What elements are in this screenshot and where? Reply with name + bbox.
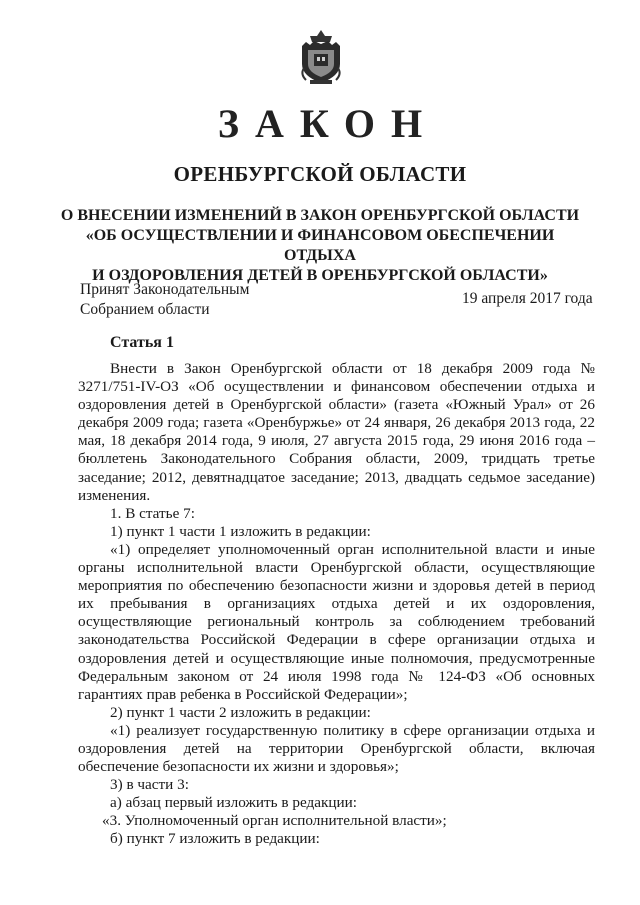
paragraph: 3) в части 3: [110, 776, 189, 794]
article-heading: Статья 1 [110, 334, 174, 351]
article-body [78, 360, 595, 849]
coat-of-arms-icon [296, 28, 346, 86]
region-title: ОРЕНБУРГСКОЙ ОБЛАСТИ [173, 162, 467, 186]
law-subtitle [60, 206, 580, 286]
adoption-line: Собранием области [80, 301, 210, 318]
adoption-info [80, 280, 249, 320]
paragraph: а) абзац первый изложить в редакции: [110, 794, 357, 812]
adoption-date: 19 апреля 2017 года [462, 290, 593, 307]
subtitle-line: «ОБ ОСУЩЕСТВЛЕНИИ И ФИНАНСОВОМ ОБЕСПЕЧЕНИИ ОТДЫХА [85, 227, 555, 264]
law-title: ЗАКОН [217, 101, 439, 146]
paragraph: «1) реализует государственную политику в сфере организации отдыха и оздоровления детей на территории Оренбургской области, включая обеспечение безопасности их жизни и здоровья»; [78, 721, 595, 776]
paragraph: 2) пункт 1 части 2 изложить в редакции: [110, 703, 371, 721]
paragraph: 1. В статье 7: [110, 504, 195, 522]
subtitle-line: О ВНЕСЕНИИ ИЗМЕНЕНИЙ В ЗАКОН ОРЕНБУРГСКОЙ ОБЛАСТИ [60, 207, 580, 224]
subtitle-line: И ОЗДОРОВЛЕНИЯ ДЕТЕЙ В ОРЕНБУРГСКОЙ ОБЛАСТИ» [92, 267, 548, 284]
adoption-line: Принят Законодательным [80, 281, 250, 298]
paragraph: б) пункт 7 изложить в редакции: [110, 830, 320, 848]
paragraph: «3. Уполномоченный орган исполнительной власти»; [102, 812, 447, 830]
paragraph: 1) пункт 1 части 1 изложить в редакции: [110, 522, 371, 540]
paragraph: «1) определяет уполномоченный орган исполнительной власти и иные органы исполнительной власти Оренбургской области, осуществляющие мероприятия по обеспечению безопасности жизни и здоровья детей в период их пребывания в организациях отдыха детей и их оздоровления, осуществляющие региональный контроль за соблюдением требований законодательства Российской Федерации в сфере организации отдыха и оздоровления детей и осуществляющие иные полномочия, предусмотренные Федеральным законом от 24 июля 1998 года № 124-ФЗ «Об основных гарантиях прав ребенка в Российской Федерации»; [78, 540, 595, 703]
paragraph: Внести в Закон Оренбургской области от 18 декабря 2009 года № 3271/751-IV-ОЗ «Об осуществлении и финансовом обеспечении отдыха и оздоровления детей в Оренбургской области» (газета «Южный Урал» от 26 декабря 2009 года; газета «Оренбуржье» от 24 января, 26 декабря 2013 года, 22 мая, 18 декабря 2014 года, 9 июля, 27 августа 2015 года, 29 июня 2016 года – бюллетень Законодательного Собрания области, 2009, тридцать третье заседание; 2012, девятнадцатое заседание; 2013, двадцать седьмое заседание) изменения. [78, 360, 595, 504]
